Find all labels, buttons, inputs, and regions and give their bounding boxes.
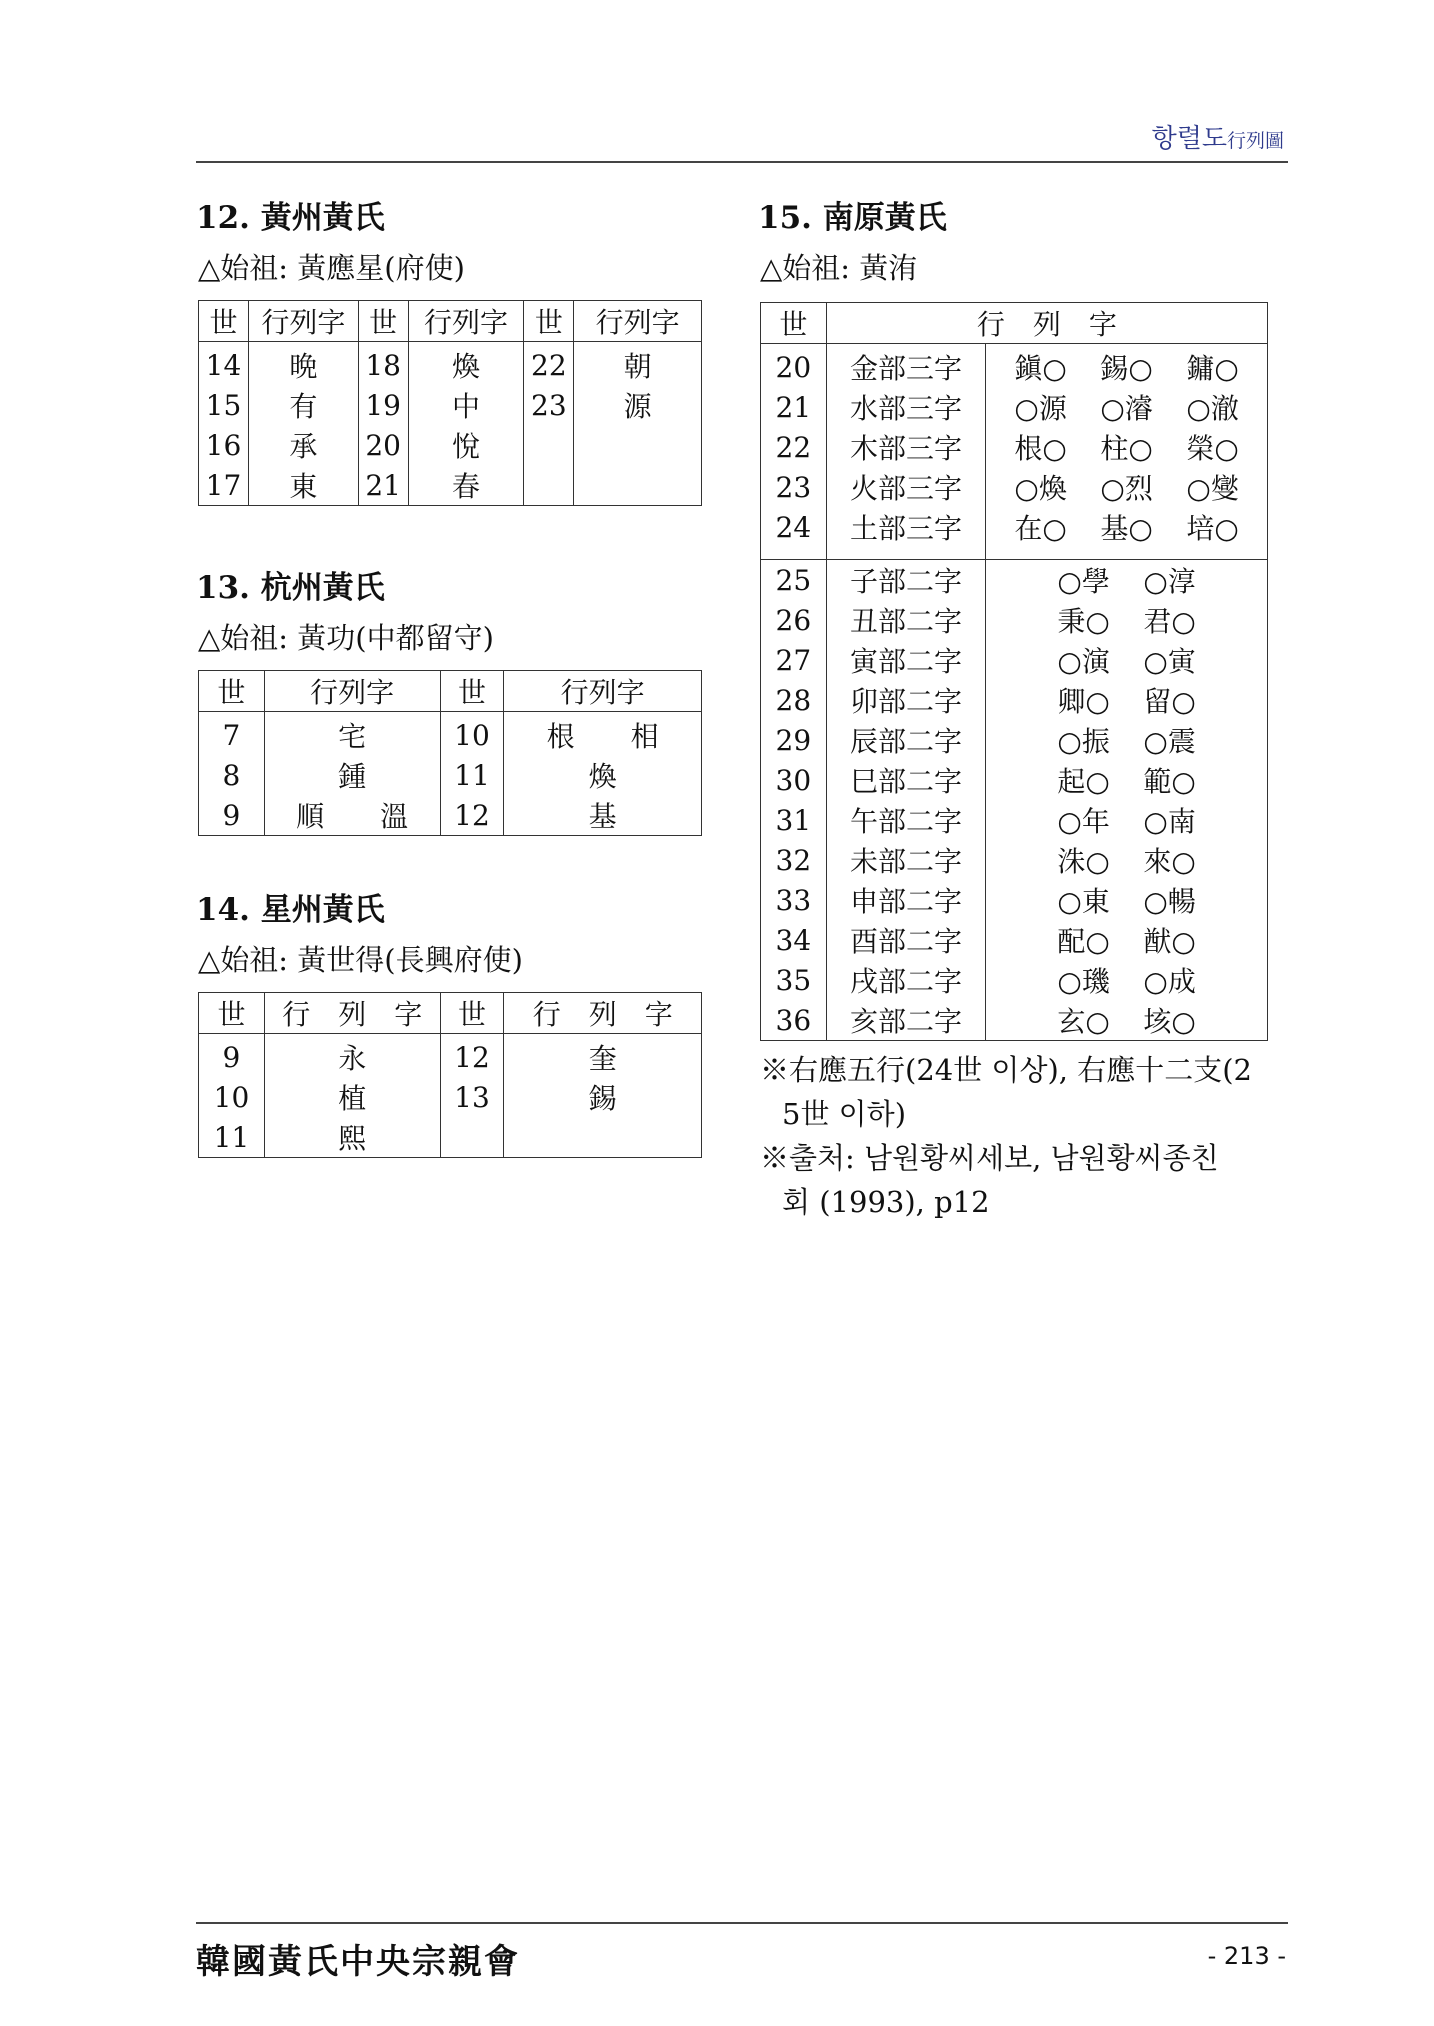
generation-cell: 21 <box>358 465 408 506</box>
table-row <box>199 795 702 836</box>
generation-cell: 8 <box>199 755 265 795</box>
table-row <box>761 1000 1268 1041</box>
group-label-cell: 申部二字 <box>826 880 986 920</box>
section-13-table <box>198 670 702 836</box>
generation-cell <box>440 1117 504 1158</box>
hangnyeol-character: ○暢 <box>1143 885 1196 918</box>
hangnyeol-cell <box>986 840 1268 880</box>
header-title-sub: 行列圖 <box>1226 130 1284 152</box>
table-row <box>761 920 1268 960</box>
hangnyeol-cell: 春 <box>408 465 524 506</box>
table-row <box>199 1034 702 1078</box>
column-header: 行 列 字 <box>504 993 702 1034</box>
section-14-founder: △始祖: 黃世得(長興府使) <box>198 943 523 977</box>
generation-cell: 12 <box>440 795 504 836</box>
hangnyeol-cell: 植 <box>264 1077 440 1117</box>
generation-cell: 34 <box>761 920 827 960</box>
column-header: 世 <box>199 301 249 342</box>
group-label-cell: 巳部二字 <box>826 760 986 800</box>
column-header: 世 <box>199 993 265 1034</box>
column-header: 行 列 字 <box>826 303 1267 344</box>
group-label-cell: 戌部二字 <box>826 960 986 1000</box>
hangnyeol-cell: 熙 <box>264 1117 440 1158</box>
page-number: - 213 - <box>1207 1942 1286 1970</box>
hangnyeol-cell: 鍾 <box>264 755 440 795</box>
header-title-main: 항렬도 <box>1151 124 1227 154</box>
hangnyeol-cell <box>986 880 1268 920</box>
hangnyeol-character: ○燮 <box>1186 472 1239 505</box>
generation-cell: 11 <box>440 755 504 795</box>
table-row <box>761 800 1268 840</box>
table-row <box>761 640 1268 680</box>
hangnyeol-cell: 煥 <box>504 755 702 795</box>
hangnyeol-character: 在○ <box>1014 512 1067 545</box>
table-row <box>761 680 1268 720</box>
hangnyeol-cell <box>986 600 1268 640</box>
group-label-cell: 酉部二字 <box>826 920 986 960</box>
table-row <box>761 880 1268 920</box>
generation-cell: 17 <box>199 465 249 506</box>
column-header: 世 <box>524 301 574 342</box>
generation-cell: 11 <box>199 1117 265 1158</box>
generation-cell: 32 <box>761 840 827 880</box>
hangnyeol-cell <box>574 465 702 506</box>
hangnyeol-cell <box>986 800 1268 840</box>
hangnyeol-character: ○淳 <box>1143 565 1196 598</box>
hangnyeol-character: ○演 <box>1057 645 1110 678</box>
hangnyeol-character: ○南 <box>1143 805 1196 838</box>
section-12-title: 12. 黃州黃氏 <box>196 200 385 236</box>
generation-cell: 30 <box>761 760 827 800</box>
column-header: 行列字 <box>408 301 524 342</box>
group-label-cell: 土部三字 <box>826 507 986 547</box>
column-header: 行列字 <box>504 671 702 712</box>
hangnyeol-cell <box>986 344 1268 388</box>
table-row <box>199 1077 702 1117</box>
hangnyeol-cell <box>986 960 1268 1000</box>
section-13-founder: △始祖: 黃功(中都留守) <box>198 621 494 655</box>
table-row <box>761 344 1268 388</box>
generation-cell: 19 <box>358 385 408 425</box>
section-15-founder: △始祖: 黃洧 <box>760 251 918 285</box>
section-14-table <box>198 992 702 1158</box>
hangnyeol-cell <box>986 427 1268 467</box>
note-source <box>760 1136 1280 1224</box>
group-label-cell: 木部三字 <box>826 427 986 467</box>
generation-cell: 31 <box>761 800 827 840</box>
spacer-cell <box>761 547 827 560</box>
group-label-cell: 午部二字 <box>826 800 986 840</box>
table-row <box>199 342 702 386</box>
hangnyeol-character: ○振 <box>1057 725 1110 758</box>
generation-cell: 23 <box>761 467 827 507</box>
hangnyeol-character: 鏞○ <box>1186 352 1239 385</box>
column-header: 世 <box>358 301 408 342</box>
generation-cell: 7 <box>199 712 265 756</box>
spacer-cell <box>826 547 986 560</box>
generation-cell: 26 <box>761 600 827 640</box>
column-header: 世 <box>199 671 265 712</box>
note-basis-line-2: 5世 이하) <box>782 1097 907 1131</box>
hangnyeol-cell: 悅 <box>408 425 524 465</box>
hangnyeol-cell <box>986 920 1268 960</box>
table-row <box>761 467 1268 507</box>
footer-rule <box>196 1922 1288 1924</box>
hangnyeol-character: ○煥 <box>1014 472 1067 505</box>
spacer-cell <box>986 547 1268 560</box>
generation-cell: 10 <box>199 1077 265 1117</box>
hangnyeol-cell: 晩 <box>248 342 358 386</box>
section-13-title: 13. 杭州黃氏 <box>196 570 385 606</box>
hangnyeol-cell: 順 溫 <box>264 795 440 836</box>
running-header <box>1152 118 1284 155</box>
hangnyeol-character: ○成 <box>1143 965 1196 998</box>
table-row <box>761 387 1268 427</box>
hangnyeol-character: ○源 <box>1014 392 1067 425</box>
hangnyeol-character: ○濬 <box>1100 392 1153 425</box>
table-row <box>199 465 702 506</box>
table-header-row <box>199 671 702 712</box>
table-row <box>761 840 1268 880</box>
hangnyeol-character: ○學 <box>1057 565 1110 598</box>
generation-cell <box>524 425 574 465</box>
table-row <box>761 507 1268 547</box>
hangnyeol-character: 範○ <box>1143 765 1196 798</box>
hangnyeol-character: 配○ <box>1057 925 1110 958</box>
section-12-table <box>198 300 702 506</box>
section-15-title: 15. 南原黃氏 <box>758 200 947 236</box>
hangnyeol-character: 君○ <box>1143 605 1196 638</box>
hangnyeol-character: 根○ <box>1014 432 1067 465</box>
hangnyeol-character: 卿○ <box>1057 685 1110 718</box>
hangnyeol-character: ○璣 <box>1057 965 1110 998</box>
hangnyeol-character: 玄○ <box>1057 1005 1110 1038</box>
hangnyeol-cell <box>986 720 1268 760</box>
table-row <box>199 425 702 465</box>
hangnyeol-character: ○年 <box>1057 805 1110 838</box>
hangnyeol-cell <box>986 760 1268 800</box>
generation-cell: 27 <box>761 640 827 680</box>
hangnyeol-cell <box>574 425 702 465</box>
table-row <box>761 720 1268 760</box>
section-14-title: 14. 星州黃氏 <box>196 892 385 928</box>
hangnyeol-character: ○震 <box>1143 725 1196 758</box>
table-row <box>199 712 702 756</box>
section-15-table <box>760 302 1268 1041</box>
table-row <box>199 385 702 425</box>
hangnyeol-cell <box>986 560 1268 601</box>
hangnyeol-character: 培○ <box>1186 512 1239 545</box>
group-label-cell: 寅部二字 <box>826 640 986 680</box>
generation-cell: 24 <box>761 507 827 547</box>
generation-cell: 9 <box>199 1034 265 1078</box>
hangnyeol-cell: 煥 <box>408 342 524 386</box>
generation-cell <box>524 465 574 506</box>
hangnyeol-cell: 東 <box>248 465 358 506</box>
generation-cell: 22 <box>761 427 827 467</box>
column-header: 行 列 字 <box>264 993 440 1034</box>
group-label-cell: 亥部二字 <box>826 1000 986 1041</box>
hangnyeol-cell <box>986 387 1268 427</box>
generation-cell: 18 <box>358 342 408 386</box>
group-label-cell: 未部二字 <box>826 840 986 880</box>
column-header: 世 <box>440 993 504 1034</box>
table-header-row <box>199 993 702 1034</box>
hangnyeol-cell <box>986 680 1268 720</box>
generation-cell: 12 <box>440 1034 504 1078</box>
hangnyeol-cell: 奎 <box>504 1034 702 1078</box>
table-row <box>761 760 1268 800</box>
note-source-line-1: ※출처: 남원황씨세보, 남원황씨종친 <box>760 1141 1219 1175</box>
header-rule <box>196 161 1288 163</box>
hangnyeol-cell: 源 <box>574 385 702 425</box>
hangnyeol-character: ○烈 <box>1100 472 1153 505</box>
generation-cell: 21 <box>761 387 827 427</box>
hangnyeol-character: 留○ <box>1143 685 1196 718</box>
generation-cell: 13 <box>440 1077 504 1117</box>
note-basis-line-1: ※右應五行(24世 이상), 右應十二支(2 <box>760 1053 1252 1087</box>
table-row <box>199 755 702 795</box>
table-header-row <box>199 301 702 342</box>
table-row <box>761 600 1268 640</box>
group-label-cell: 辰部二字 <box>826 720 986 760</box>
generation-cell: 14 <box>199 342 249 386</box>
hangnyeol-character: 秉○ <box>1057 605 1110 638</box>
group-label-cell: 丑部二字 <box>826 600 986 640</box>
column-header: 世 <box>761 303 827 344</box>
hangnyeol-cell: 朝 <box>574 342 702 386</box>
column-header: 世 <box>440 671 504 712</box>
table-spacer-row <box>761 547 1268 560</box>
hangnyeol-character: ○澈 <box>1186 392 1239 425</box>
hangnyeol-character: ○東 <box>1057 885 1110 918</box>
group-label-cell: 火部三字 <box>826 467 986 507</box>
group-label-cell: 卯部二字 <box>826 680 986 720</box>
generation-cell: 15 <box>199 385 249 425</box>
hangnyeol-cell: 宅 <box>264 712 440 756</box>
table-row <box>199 1117 702 1158</box>
column-header: 行列字 <box>248 301 358 342</box>
generation-cell: 25 <box>761 560 827 601</box>
generation-cell: 9 <box>199 795 265 836</box>
generation-cell: 29 <box>761 720 827 760</box>
generation-cell: 28 <box>761 680 827 720</box>
hangnyeol-cell: 錫 <box>504 1077 702 1117</box>
generation-cell: 20 <box>358 425 408 465</box>
hangnyeol-cell <box>504 1117 702 1158</box>
hangnyeol-cell: 中 <box>408 385 524 425</box>
hangnyeol-cell <box>986 467 1268 507</box>
hangnyeol-cell: 基 <box>504 795 702 836</box>
column-header: 行列字 <box>574 301 702 342</box>
hangnyeol-character: 起○ <box>1057 765 1110 798</box>
table-header-row <box>761 303 1268 344</box>
table-row <box>761 960 1268 1000</box>
hangnyeol-cell: 有 <box>248 385 358 425</box>
hangnyeol-cell: 永 <box>264 1034 440 1078</box>
hangnyeol-character: 來○ <box>1143 845 1196 878</box>
hangnyeol-cell <box>986 507 1268 547</box>
generation-cell: 16 <box>199 425 249 465</box>
hangnyeol-character: 洙○ <box>1057 845 1110 878</box>
hangnyeol-cell: 承 <box>248 425 358 465</box>
hangnyeol-character: 榮○ <box>1186 432 1239 465</box>
hangnyeol-character: 猷○ <box>1143 925 1196 958</box>
group-label-cell: 子部二字 <box>826 560 986 601</box>
hangnyeol-character: 柱○ <box>1100 432 1153 465</box>
hangnyeol-character: 垓○ <box>1143 1005 1196 1038</box>
table-row <box>761 560 1268 601</box>
note-basis <box>760 1048 1280 1136</box>
generation-cell: 22 <box>524 342 574 386</box>
generation-cell: 10 <box>440 712 504 756</box>
hangnyeol-character: 錫○ <box>1100 352 1153 385</box>
column-header: 行列字 <box>264 671 440 712</box>
generation-cell: 33 <box>761 880 827 920</box>
group-label-cell: 金部三字 <box>826 344 986 388</box>
group-label-cell: 水部三字 <box>826 387 986 427</box>
generation-cell: 35 <box>761 960 827 1000</box>
generation-cell: 36 <box>761 1000 827 1041</box>
hangnyeol-cell <box>986 640 1268 680</box>
section-12-founder: △始祖: 黃應星(府使) <box>198 251 465 285</box>
hangnyeol-character: 基○ <box>1100 512 1153 545</box>
table-row <box>761 427 1268 467</box>
hangnyeol-cell: 根 相 <box>504 712 702 756</box>
generation-cell: 20 <box>761 344 827 388</box>
generation-cell: 23 <box>524 385 574 425</box>
hangnyeol-cell <box>986 1000 1268 1041</box>
footer-organization: 韓國黃氏中央宗親會 <box>196 1942 520 1982</box>
hangnyeol-character: ○寅 <box>1143 645 1196 678</box>
hangnyeol-character: 鎭○ <box>1014 352 1067 385</box>
note-source-line-2: 회 (1993), p12 <box>782 1185 990 1219</box>
